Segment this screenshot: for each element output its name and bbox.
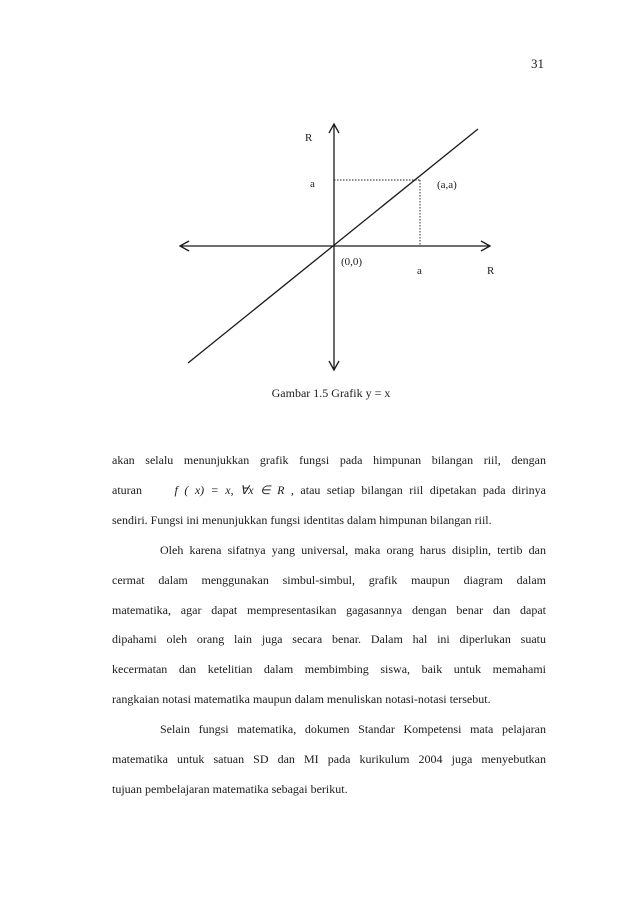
paragraph-2-line-4: dipahami oleh orang lain juga secara benar. Dalam hal ini diperlukan suatu (112, 632, 546, 647)
identity-function-graph (0, 0, 638, 400)
body-text (112, 446, 546, 805)
paragraph-1-line-1: akan selalu menunjukkan grafik fungsi pada himpunan bilangan riil, dengan (112, 453, 546, 467)
x-tick-label: a (417, 265, 422, 277)
paragraph-2-line-5: kecermatan dan ketelitian dalam membimbing siswa, baik untuk memahami (112, 662, 546, 677)
paragraph-1-line-3: sendiri. Fungsi ini menunjukkan fungsi identitas dalam himpunan bilangan riil. (112, 512, 492, 527)
y-axis-label: R (305, 132, 313, 144)
paragraph-3-line-2: matematika untuk satuan SD dan MI pada kurikulum 2004 juga menyebutkan (112, 752, 546, 767)
paragraph-2-line-1: Oleh karena sifatnya yang universal, maka orang harus disiplin, tertib dan (160, 542, 546, 557)
figure-caption: Gambar 1.5 Grafik y = x (271, 386, 391, 400)
paragraph-2-line-6: rangkaian notasi matematika maupun dalam menuliskan notasi-notasi tersebut. (112, 692, 491, 707)
paragraph-2-line-3: matematika, agar dapat mempresentasikan gagasannya dengan benar dan dapat (112, 602, 546, 617)
paragraph-2-line-2: cermat dalam menggunakan simbul-simbul, grafik maupun diagram dalam (112, 572, 546, 587)
origin-label: (0,0) (341, 256, 363, 268)
paragraph-1-line-2: aturan f ( x) = x, ∀x ∈ R , atau setiap bilangan riil dipetakan pada dirinya (112, 482, 547, 497)
x-axis-label: R (487, 265, 495, 277)
identity-formula: f ( x) = x, ∀x ∈ R , (174, 482, 294, 497)
y-tick-label: a (310, 178, 315, 190)
point-label: (a,a) (437, 179, 457, 191)
paragraph-3-line-3: tujuan pembelajaran matematika sebagai berikut. (112, 781, 348, 796)
paragraph-3-line-1: Selain fungsi matematika, dokumen Standar Kompetensi mata pelajaran (160, 722, 546, 737)
page-number: 31 (531, 56, 544, 71)
